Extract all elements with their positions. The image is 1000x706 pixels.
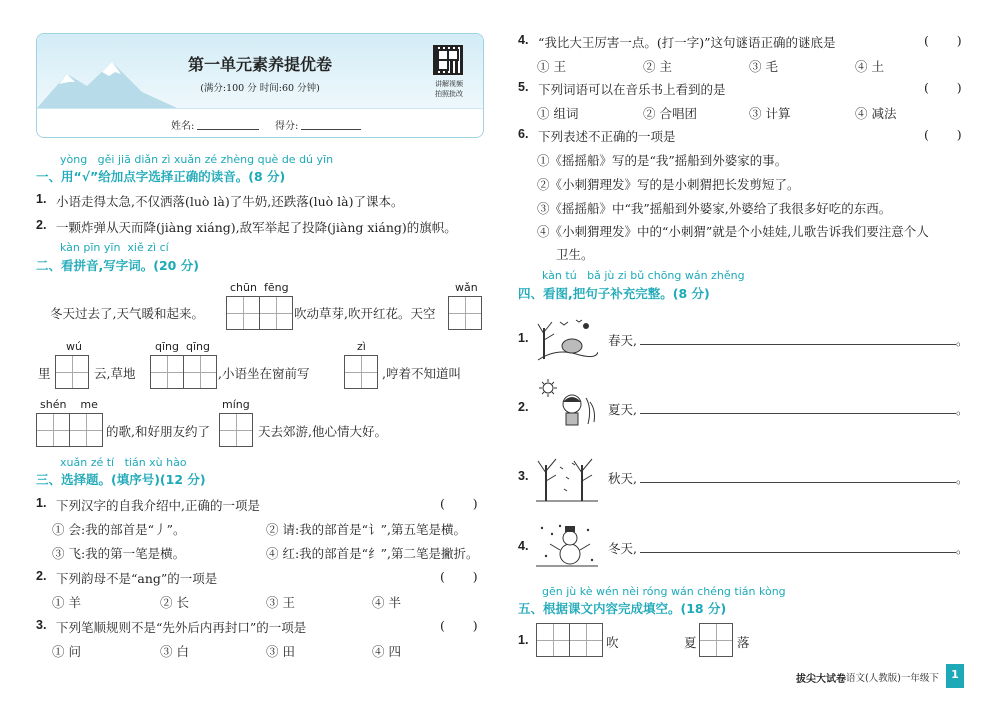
autumn-picture	[536, 453, 598, 503]
s3-q3-opt: ④ 四	[372, 644, 401, 659]
name-label: 姓名:	[171, 121, 195, 132]
s4-period: 。	[956, 333, 969, 348]
s3-q6-answer[interactable]: ( )	[924, 127, 962, 142]
qr-code[interactable]	[433, 45, 463, 75]
s3-q4-opt: ② 主	[643, 59, 672, 74]
s4-answer-line[interactable]	[640, 552, 956, 553]
s3-q2-opt: ② 长	[160, 595, 189, 610]
s2-py-wu: wú	[66, 340, 82, 353]
s3-q6-opt-d-cont: 卫生。	[556, 247, 594, 262]
s2-line1-a: 冬天过去了,天气暖和起来。	[50, 306, 204, 321]
s4-item-label: 秋天,	[608, 471, 637, 486]
s3-q6-opt-c: ③《摇摇船》中“我”摇船到外婆家,外婆给了我很多好吃的东西。	[537, 201, 892, 216]
s2-py-zi: zì	[357, 340, 366, 353]
s5-q1-num: 1.	[518, 633, 529, 647]
s3-q3-opt: ① 问	[52, 644, 81, 659]
s3-q2-text: 下列韵母不是“ang”的一项是	[56, 571, 218, 586]
s3-q4-text: “我比大王厉害一点。(打一字)”这句谜语正确的谜底是	[538, 35, 836, 50]
s3-q4-opt: ④ 土	[855, 59, 884, 74]
s5-chui: 吹	[606, 635, 619, 650]
s3-q3-num: 3.	[36, 618, 47, 632]
s2-pinyin: kàn pīn yīn xiě zì cí	[60, 241, 169, 254]
s2-line3-a: 的歌,和好朋友约了	[106, 424, 210, 439]
s4-item-label: 夏天,	[608, 402, 637, 417]
s2-py-wan: wǎn	[455, 281, 478, 294]
score-field[interactable]	[301, 129, 361, 130]
s2-box-wu[interactable]	[55, 355, 89, 389]
footer-subject: 语文(人教版)一年级下	[846, 673, 939, 684]
s1-q2-text: 一颗炸弹从天而降(jiàng xiáng),敌军举起了投降(jiàng xiáng)的旗帜。	[56, 220, 457, 235]
name-field[interactable]	[197, 129, 259, 130]
winter-picture	[536, 520, 598, 570]
s2-box-qingqing[interactable]	[150, 355, 217, 389]
s3-q4-opt: ① 王	[537, 59, 566, 74]
s5-pinyin: gēn jù kè wén nèi róng wán chéng tián kòng	[542, 585, 786, 598]
s3-q6-opt-b: ②《小刺猬理发》写的是小刺猬把长发剪短了。	[537, 177, 800, 192]
s3-q6-opt-d: ④《小刺猬理发》中的“小刺猬”就是个小娃娃,儿歌告诉我们要注意个人	[537, 224, 929, 239]
s3-q5-num: 5.	[518, 80, 529, 94]
s1-q1-num: 1.	[36, 192, 47, 206]
s2-py-shenme: shén me	[40, 398, 98, 411]
s1-q1-text: 小语走得太急,不仅洒落(luò là)了牛奶,还跌落(luò là)了课本。	[56, 194, 404, 209]
summer-picture	[536, 378, 598, 428]
s2-line1-b: 吹动草芽,吹开红花。天空	[294, 306, 436, 321]
s3-q5-opt: ② 合唱团	[643, 106, 697, 121]
s4-answer-line[interactable]	[640, 482, 956, 483]
s3-q2-opt: ① 羊	[52, 595, 81, 610]
paper-title: 第一单元素养提优卷	[187, 55, 332, 74]
s5-title: 五、根据课文内容完成填空。(18 分)	[518, 601, 727, 616]
qr-caption-grade: 拍照批改	[435, 90, 463, 98]
spring-picture	[536, 314, 598, 364]
s3-q3-answer[interactable]: ( )	[440, 618, 478, 633]
s3-q1-opt-b: ② 请:我的部首是“讠”,第五笔是横。	[266, 522, 466, 537]
s2-box-shenme[interactable]	[36, 413, 103, 447]
s4-item-num: 3.	[518, 469, 529, 483]
s2-py-chunfeng: chūn fēng	[230, 281, 289, 294]
s3-q3-opt: ③ 田	[266, 644, 295, 659]
s2-line2-c: ,小语坐在窗前写	[218, 366, 310, 381]
s4-item-label: 冬天,	[608, 541, 637, 556]
s4-period: 。	[956, 402, 969, 417]
s3-q6-opt-a: ①《摇摇船》写的是“我”摇船到外婆家的事。	[537, 153, 788, 168]
s3-q6-num: 6.	[518, 127, 529, 141]
s3-q1-answer[interactable]: ( )	[440, 496, 478, 511]
s3-q5-opt: ① 组词	[537, 106, 579, 121]
s3-q1-opt-a: ① 会:我的部首是“丿”。	[52, 522, 186, 537]
s3-q1-opt-c: ③ 飞:我的第一笔是横。	[52, 546, 186, 561]
s1-pinyin: yòng gěi jiā diǎn zì xuǎn zé zhèng què de dú yīn	[60, 153, 334, 166]
s3-q2-answer[interactable]: ( )	[440, 569, 478, 584]
s2-title: 二、看拼音,写字词。(20 分)	[36, 258, 199, 273]
s4-pinyin: kàn tú bǎ jù zi bǔ chōng wán zhěng	[542, 269, 745, 282]
s4-period: 。	[956, 471, 969, 486]
s2-box-zi[interactable]	[344, 355, 378, 389]
page-number: 1	[946, 664, 964, 688]
name-row	[37, 108, 483, 138]
s2-line2-a: 里	[38, 366, 51, 381]
s4-title: 四、看图,把句子补充完整。(8 分)	[518, 286, 710, 301]
s4-item-num: 4.	[518, 539, 529, 553]
s2-box-chunfeng[interactable]	[226, 296, 293, 330]
s3-q2-opt: ③ 王	[266, 595, 295, 610]
s4-answer-line[interactable]	[640, 344, 956, 345]
s4-answer-line[interactable]	[640, 413, 956, 414]
s4-item-num: 2.	[518, 400, 529, 414]
s2-box-wan[interactable]	[448, 296, 482, 330]
s3-q4-num: 4.	[518, 33, 529, 47]
s5-box-2[interactable]	[699, 623, 733, 657]
s3-pinyin: xuǎn zé tí tián xù hào	[60, 456, 187, 469]
s3-q2-opt: ④ 半	[372, 595, 401, 610]
s3-q1-text: 下列汉字的自我介绍中,正确的一项是	[56, 498, 260, 513]
s3-q2-num: 2.	[36, 569, 47, 583]
s2-line3-b: 天去郊游,他心情大好。	[258, 424, 387, 439]
s2-py-qingqing: qīng qīng	[155, 340, 210, 353]
s1-title: 一、用“√”给加点字选择正确的读音。(8 分)	[36, 169, 286, 184]
s3-q5-opt: ④ 减法	[855, 106, 897, 121]
s3-q4-opt: ③ 毛	[749, 59, 778, 74]
qr-caption-video: 讲解视频	[435, 80, 463, 88]
s3-q4-answer[interactable]: ( )	[924, 33, 962, 48]
s1-q2-num: 2.	[36, 218, 47, 232]
score-label: 得分:	[275, 121, 299, 132]
paper-meta: (满分:100 分 时间:60 分钟)	[200, 83, 320, 94]
s3-q3-opt: ③ 白	[160, 644, 189, 659]
footer-brand: 拔尖大试卷	[796, 674, 846, 685]
s2-line2-b: 云,草地	[94, 366, 136, 381]
s3-title: 三、选择题。(填序号)(12 分)	[36, 472, 206, 487]
header-card	[36, 33, 484, 138]
s3-q1-opt-d: ④ 红:我的部首是“纟”,第二笔是撇折。	[266, 546, 479, 561]
s3-q3-text: 下列笔顺规则不是“先外后内再封口”的一项是	[56, 620, 307, 635]
s3-q1-num: 1.	[36, 496, 47, 510]
s3-q5-answer[interactable]: ( )	[924, 80, 962, 95]
s2-py-ming: míng	[222, 398, 250, 411]
s4-period: 。	[956, 541, 969, 556]
s3-q5-opt: ③ 计算	[749, 106, 791, 121]
s5-box-1[interactable]	[536, 623, 603, 657]
s2-box-ming[interactable]	[219, 413, 253, 447]
s3-q6-text: 下列表述不正确的一项是	[538, 129, 676, 144]
s5-luo: 落	[737, 635, 750, 650]
s2-line2-d: ,哼着不知道叫	[382, 366, 461, 381]
s4-item-label: 春天,	[608, 333, 637, 348]
s5-xia: 夏	[684, 635, 697, 650]
s3-q5-text: 下列词语可以在音乐书上看到的是	[538, 82, 726, 97]
s4-item-num: 1.	[518, 331, 529, 345]
